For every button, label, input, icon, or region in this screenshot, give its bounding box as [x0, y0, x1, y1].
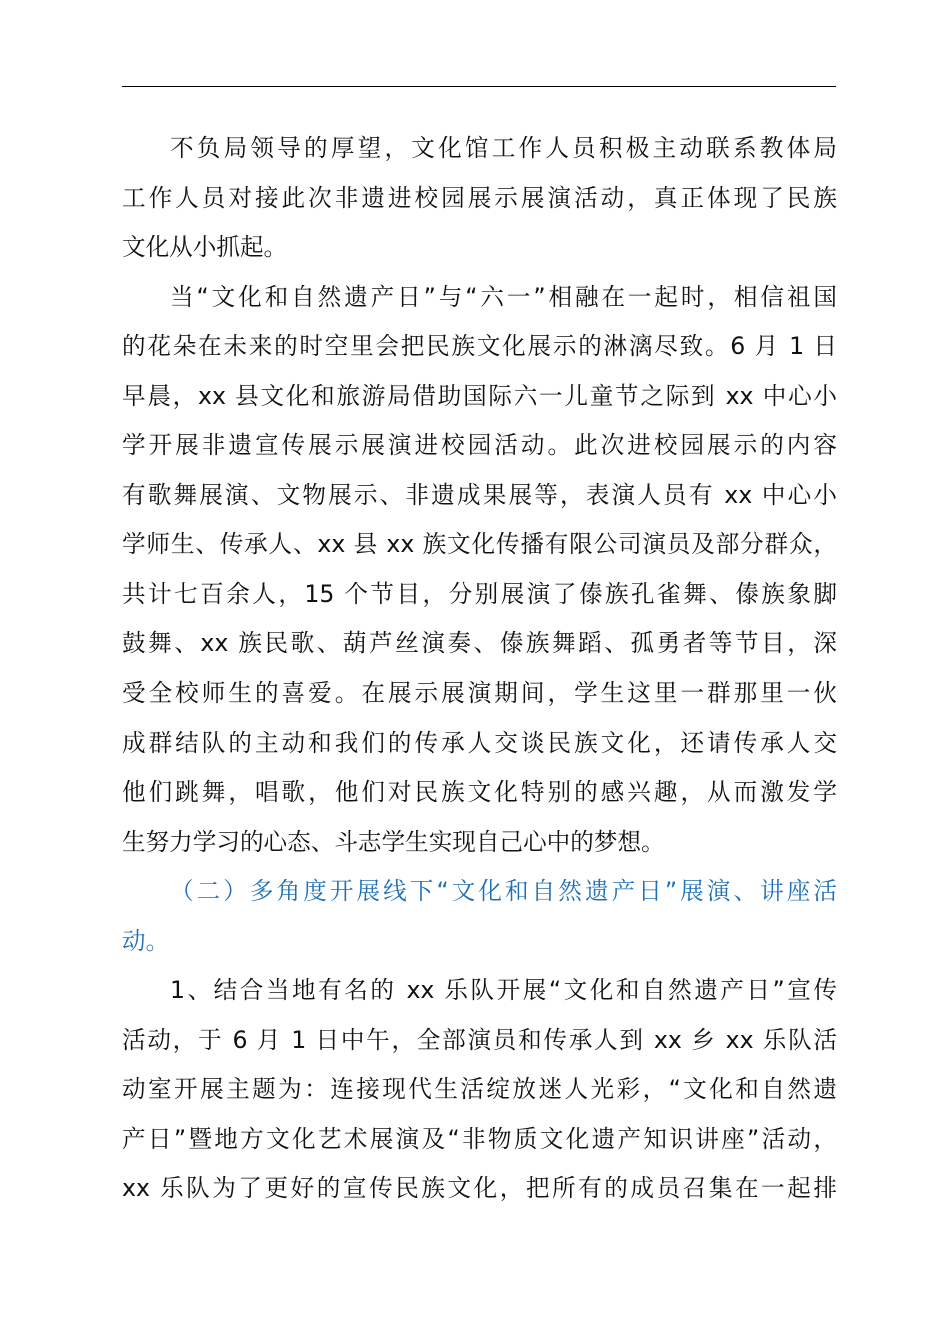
paragraph-1: [122, 124, 837, 273]
header-rule: [122, 86, 836, 87]
paragraph-line: 不负局领导的厚望，文化馆工作人员积极主动联系教体局: [170, 134, 837, 162]
paragraph-line: 学开展非遗宣传展示展演进校园活动。此次进校园展示的内容: [122, 431, 837, 460]
paragraph-line: 当“文化和自然遗产日”与“六一”相融在一起时，相信祖国: [170, 282, 837, 311]
paragraph-3: [122, 966, 837, 1214]
paragraph-line: 他们跳舞，唱歌，他们对民族文化特别的感兴趣，从而激发学: [122, 778, 837, 807]
paragraph-line: 共计七百余人，15 个节目，分别展演了傣族孔雀舞、傣族象脚: [122, 579, 837, 608]
paragraph-line: 有歌舞展演、文物展示、非遗成果展等，表演人员有 xx 中心小: [122, 480, 837, 509]
section-heading: [122, 867, 837, 966]
document-body: [122, 124, 837, 1214]
paragraph-line: 早晨，xx 县文化和旅游局借助国际六一儿童节之际到 xx 中心小: [122, 381, 837, 410]
paragraph-line: 的花朵在未来的时空里会把民族文化展示的淋漓尽致。6 月 1 日: [122, 332, 837, 361]
paragraph-line: 鼓舞、xx 族民歌、葫芦丝演奏、傣族舞蹈、孤勇者等节目，深: [122, 629, 837, 658]
heading-line: 动。: [122, 926, 170, 955]
paragraph-line: 成群结队的主动和我们的传承人交谈民族文化，还请传承人交: [122, 728, 837, 757]
paragraph-line: 工作人员对接此次非遗进校园展示展演活动，真正体现了民族: [122, 183, 837, 212]
paragraph-line: 生努力学习的心态、斗志学生实现自己心中的梦想。: [122, 827, 665, 856]
heading-line: （二）多角度开展线下“文化和自然遗产日”展演、讲座活: [170, 877, 837, 906]
paragraph-line: xx 乐队为了更好的宣传民族文化，把所有的成员召集在一起排: [122, 1174, 837, 1203]
paragraph-line: 产日”暨地方文化艺术展演及“非物质文化遗产知识讲座”活动，: [122, 1124, 837, 1153]
paragraph-line: 学师生、传承人、xx 县 xx 族文化传播有限公司演员及部分群众，: [122, 530, 837, 559]
paragraph-line: 受全校师生的喜爱。在展示展演期间，学生这里一群那里一伙: [122, 679, 837, 708]
paragraph-line: 活动，于 6 月 1 日中午，全部演员和传承人到 xx 乡 xx 乐队活: [122, 1025, 837, 1054]
paragraph-line: 1、结合当地有名的 xx 乐队开展“文化和自然遗产日”宣传: [170, 976, 837, 1005]
paragraph-2: [122, 273, 837, 868]
paragraph-line: 动室开展主题为：连接现代生活绽放迷人光彩，“文化和自然遗: [122, 1075, 837, 1104]
paragraph-line: 文化从小抓起。: [122, 233, 288, 262]
